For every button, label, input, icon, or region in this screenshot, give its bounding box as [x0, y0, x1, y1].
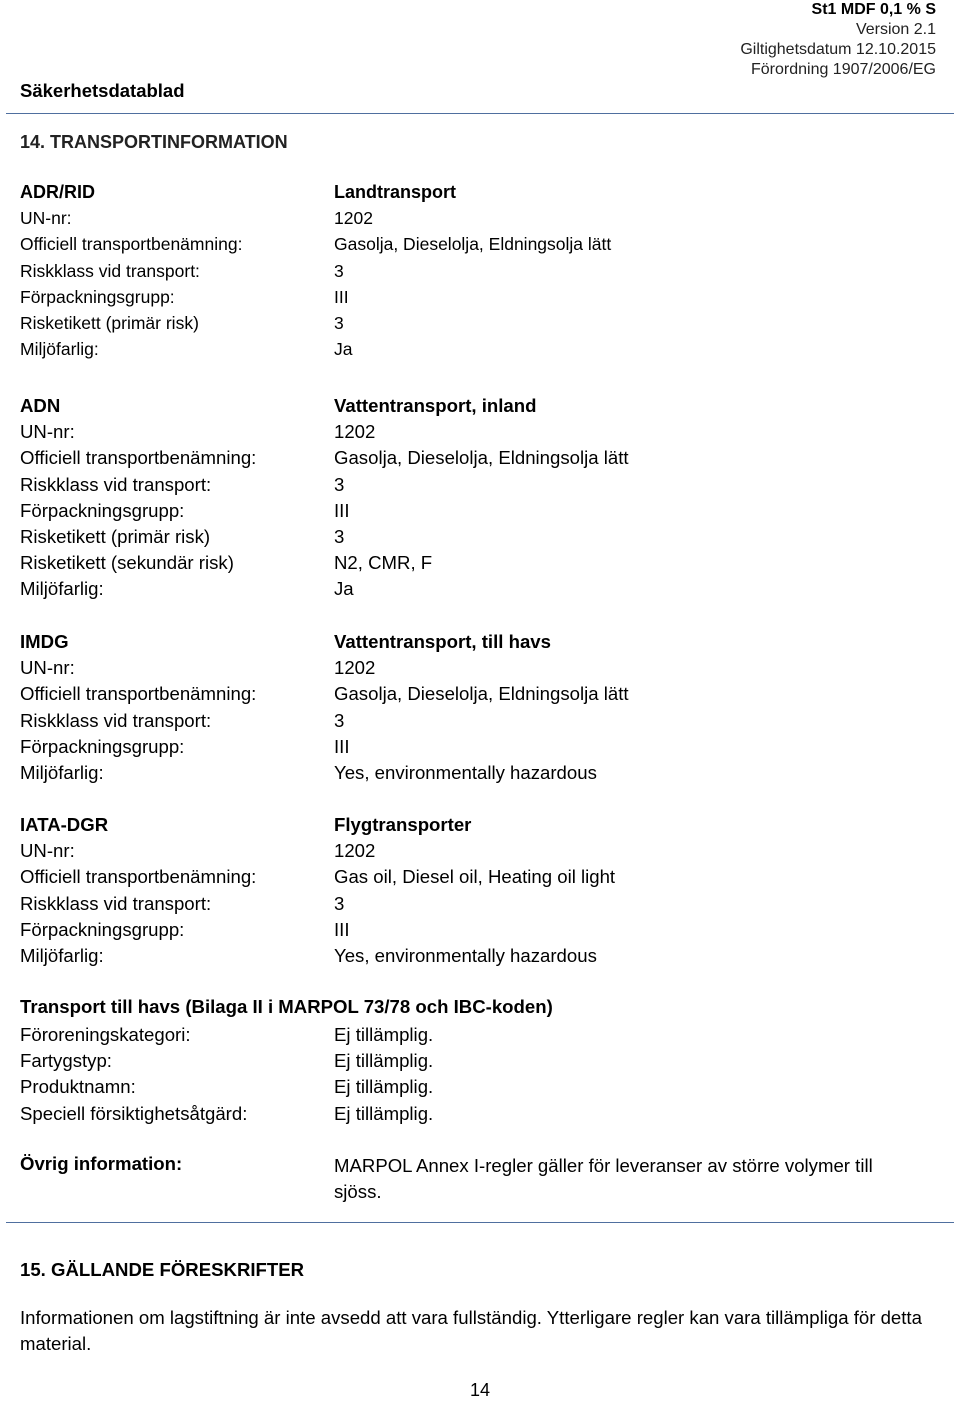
field-value: III: [334, 286, 349, 307]
field-label: Risketikett (sekundär risk): [20, 552, 234, 574]
table-row: [20, 336, 940, 362]
section-15-title: 15. GÄLLANDE FÖRESKRIFTER: [20, 1259, 305, 1280]
table-row: [20, 524, 940, 550]
table-row: [20, 891, 940, 917]
field-value: Gas oil, Diesel oil, Heating oil light: [334, 866, 616, 888]
field-value: III: [334, 499, 350, 521]
field-value: Ej tillämplig.: [334, 1050, 434, 1072]
adr-rid-block: [20, 179, 940, 362]
table-row: [20, 419, 940, 445]
adn-block: [20, 393, 940, 603]
field-value: 3: [334, 892, 345, 914]
valid-date: Giltighetsdatum 12.10.2015: [740, 41, 936, 58]
imdg-name: IMDG: [20, 631, 69, 652]
field-label: Riskklass vid transport:: [20, 473, 212, 495]
field-value: Gasolja, Dieselolja, Eldningsolja lätt: [334, 234, 612, 255]
field-value: 1202: [334, 208, 373, 229]
table-row: [20, 205, 940, 231]
field-value: 1202: [334, 421, 376, 443]
table-row: [20, 734, 940, 760]
page-number: 14: [469, 1380, 491, 1400]
other-info-value: MARPOL Annex I-regler gäller för leveranser av större volymer till sjöss.: [334, 1155, 873, 1203]
field-value: 1202: [334, 657, 376, 679]
field-label: Risketikett (primär risk): [20, 525, 211, 547]
field-value: Yes, environmentally hazardous: [334, 761, 597, 783]
field-value: 3: [334, 525, 345, 547]
table-row: [20, 838, 940, 864]
field-label: Riskklass vid transport:: [20, 709, 212, 731]
imdg-mode: Vattentransport, till havs: [334, 631, 551, 652]
table-row: [20, 1101, 940, 1127]
table-row: [20, 284, 940, 310]
field-label: Officiell transportbenämning:: [20, 234, 243, 255]
field-value: Ej tillämplig.: [334, 1076, 434, 1098]
field-label: UN-nr:: [20, 208, 72, 229]
field-label: Förpackningsgrupp:: [20, 499, 185, 521]
table-row: [20, 655, 940, 681]
regulation-reference: Förordning 1907/2006/EG: [750, 61, 936, 78]
field-value: 3: [334, 709, 345, 731]
field-label: Speciell försiktighetsåtgärd:: [20, 1102, 248, 1124]
table-row: [20, 917, 940, 943]
field-label: UN-nr:: [20, 421, 75, 443]
table-row: [20, 472, 940, 498]
field-value: III: [334, 735, 350, 757]
field-value: Ej tillämplig.: [334, 1102, 434, 1124]
field-label: Förpackningsgrupp:: [20, 735, 185, 757]
imdg-block: [20, 629, 940, 786]
iata-dgr-mode: Flygtransporter: [334, 814, 472, 835]
adn-mode: Vattentransport, inland: [334, 395, 537, 416]
table-row: [20, 258, 940, 284]
field-value: 3: [334, 312, 344, 333]
field-label: Riskklass vid transport:: [20, 892, 212, 914]
field-value: Gasolja, Dieselolja, Eldningsolja lätt: [334, 683, 629, 705]
table-row: [20, 231, 940, 257]
field-label: Miljöfarlig:: [20, 944, 104, 966]
table-row: [20, 550, 940, 576]
field-label: Miljöfarlig:: [20, 339, 99, 360]
field-label: Officiell transportbenämning:: [20, 866, 257, 888]
field-label: Produktnamn:: [20, 1076, 136, 1098]
table-row: [20, 864, 940, 890]
field-label: UN-nr:: [20, 840, 75, 862]
table-row: [20, 1074, 940, 1100]
adn-heading: [20, 393, 940, 419]
field-value: N2, CMR, F: [334, 552, 433, 574]
field-label: Officiell transportbenämning:: [20, 447, 257, 469]
table-row: [20, 498, 940, 524]
adr-rid-name: ADR/RID: [20, 182, 95, 202]
adr-rid-heading: [20, 179, 940, 205]
field-value: 3: [334, 473, 345, 495]
field-value: Ej tillämplig.: [334, 1024, 434, 1045]
field-value: 1202: [334, 840, 376, 862]
field-label: Fartygstyp:: [20, 1050, 112, 1072]
field-label: Miljöfarlig:: [20, 761, 104, 783]
version-label: Version 2.1: [855, 21, 936, 38]
adn-name: ADN: [20, 395, 61, 416]
table-row: [20, 310, 940, 336]
section-15-text: Informationen om lagstiftning är inte avsedd att vara fullständig. Ytterligare regler kan vara tillämpliga för detta material.: [20, 1307, 922, 1355]
field-label: Miljöfarlig:: [20, 578, 104, 600]
field-label: UN-nr:: [20, 657, 75, 679]
section-divider: [6, 1222, 954, 1223]
field-value: Ja: [334, 578, 354, 600]
imdg-heading: [20, 629, 940, 655]
other-info-label: Övrig information:: [20, 1153, 183, 1174]
iata-dgr-block: [20, 812, 940, 969]
field-label: Förpackningsgrupp:: [20, 286, 175, 307]
field-value: Yes, environmentally hazardous: [334, 944, 597, 966]
product-name: St1 MDF 0,1 % S: [811, 1, 936, 18]
table-row: [20, 445, 940, 471]
document-title: Säkerhetsdatablad: [20, 80, 185, 101]
field-label: Riskklass vid transport:: [20, 260, 200, 281]
field-label: Risketikett (primär risk): [20, 312, 199, 333]
marpol-title: Transport till havs (Bilaga II i MARPOL 73/78 och IBC-koden): [20, 996, 553, 1017]
table-row: [20, 576, 940, 602]
field-value: Gasolja, Dieselolja, Eldningsolja lätt: [334, 447, 629, 469]
field-label: Föroreningskategori:: [20, 1024, 191, 1045]
iata-dgr-name: IATA-DGR: [20, 814, 109, 835]
header-divider: [6, 113, 954, 114]
table-row: [20, 681, 940, 707]
table-row: [20, 1048, 940, 1074]
adr-rid-mode: Landtransport: [334, 182, 457, 202]
table-row: [20, 943, 940, 969]
table-row: [20, 760, 940, 786]
section-14-title: 14. TRANSPORTINFORMATION: [20, 132, 288, 152]
field-label: Förpackningsgrupp:: [20, 918, 185, 940]
table-row: [20, 1022, 940, 1048]
table-row: [20, 708, 940, 734]
field-label: Officiell transportbenämning:: [20, 683, 257, 705]
field-value: III: [334, 918, 350, 940]
field-value: Ja: [334, 339, 353, 360]
document-header-info: [740, 0, 936, 80]
field-value: 3: [334, 260, 344, 281]
marpol-block: [20, 1022, 940, 1127]
iata-dgr-heading: [20, 812, 940, 838]
